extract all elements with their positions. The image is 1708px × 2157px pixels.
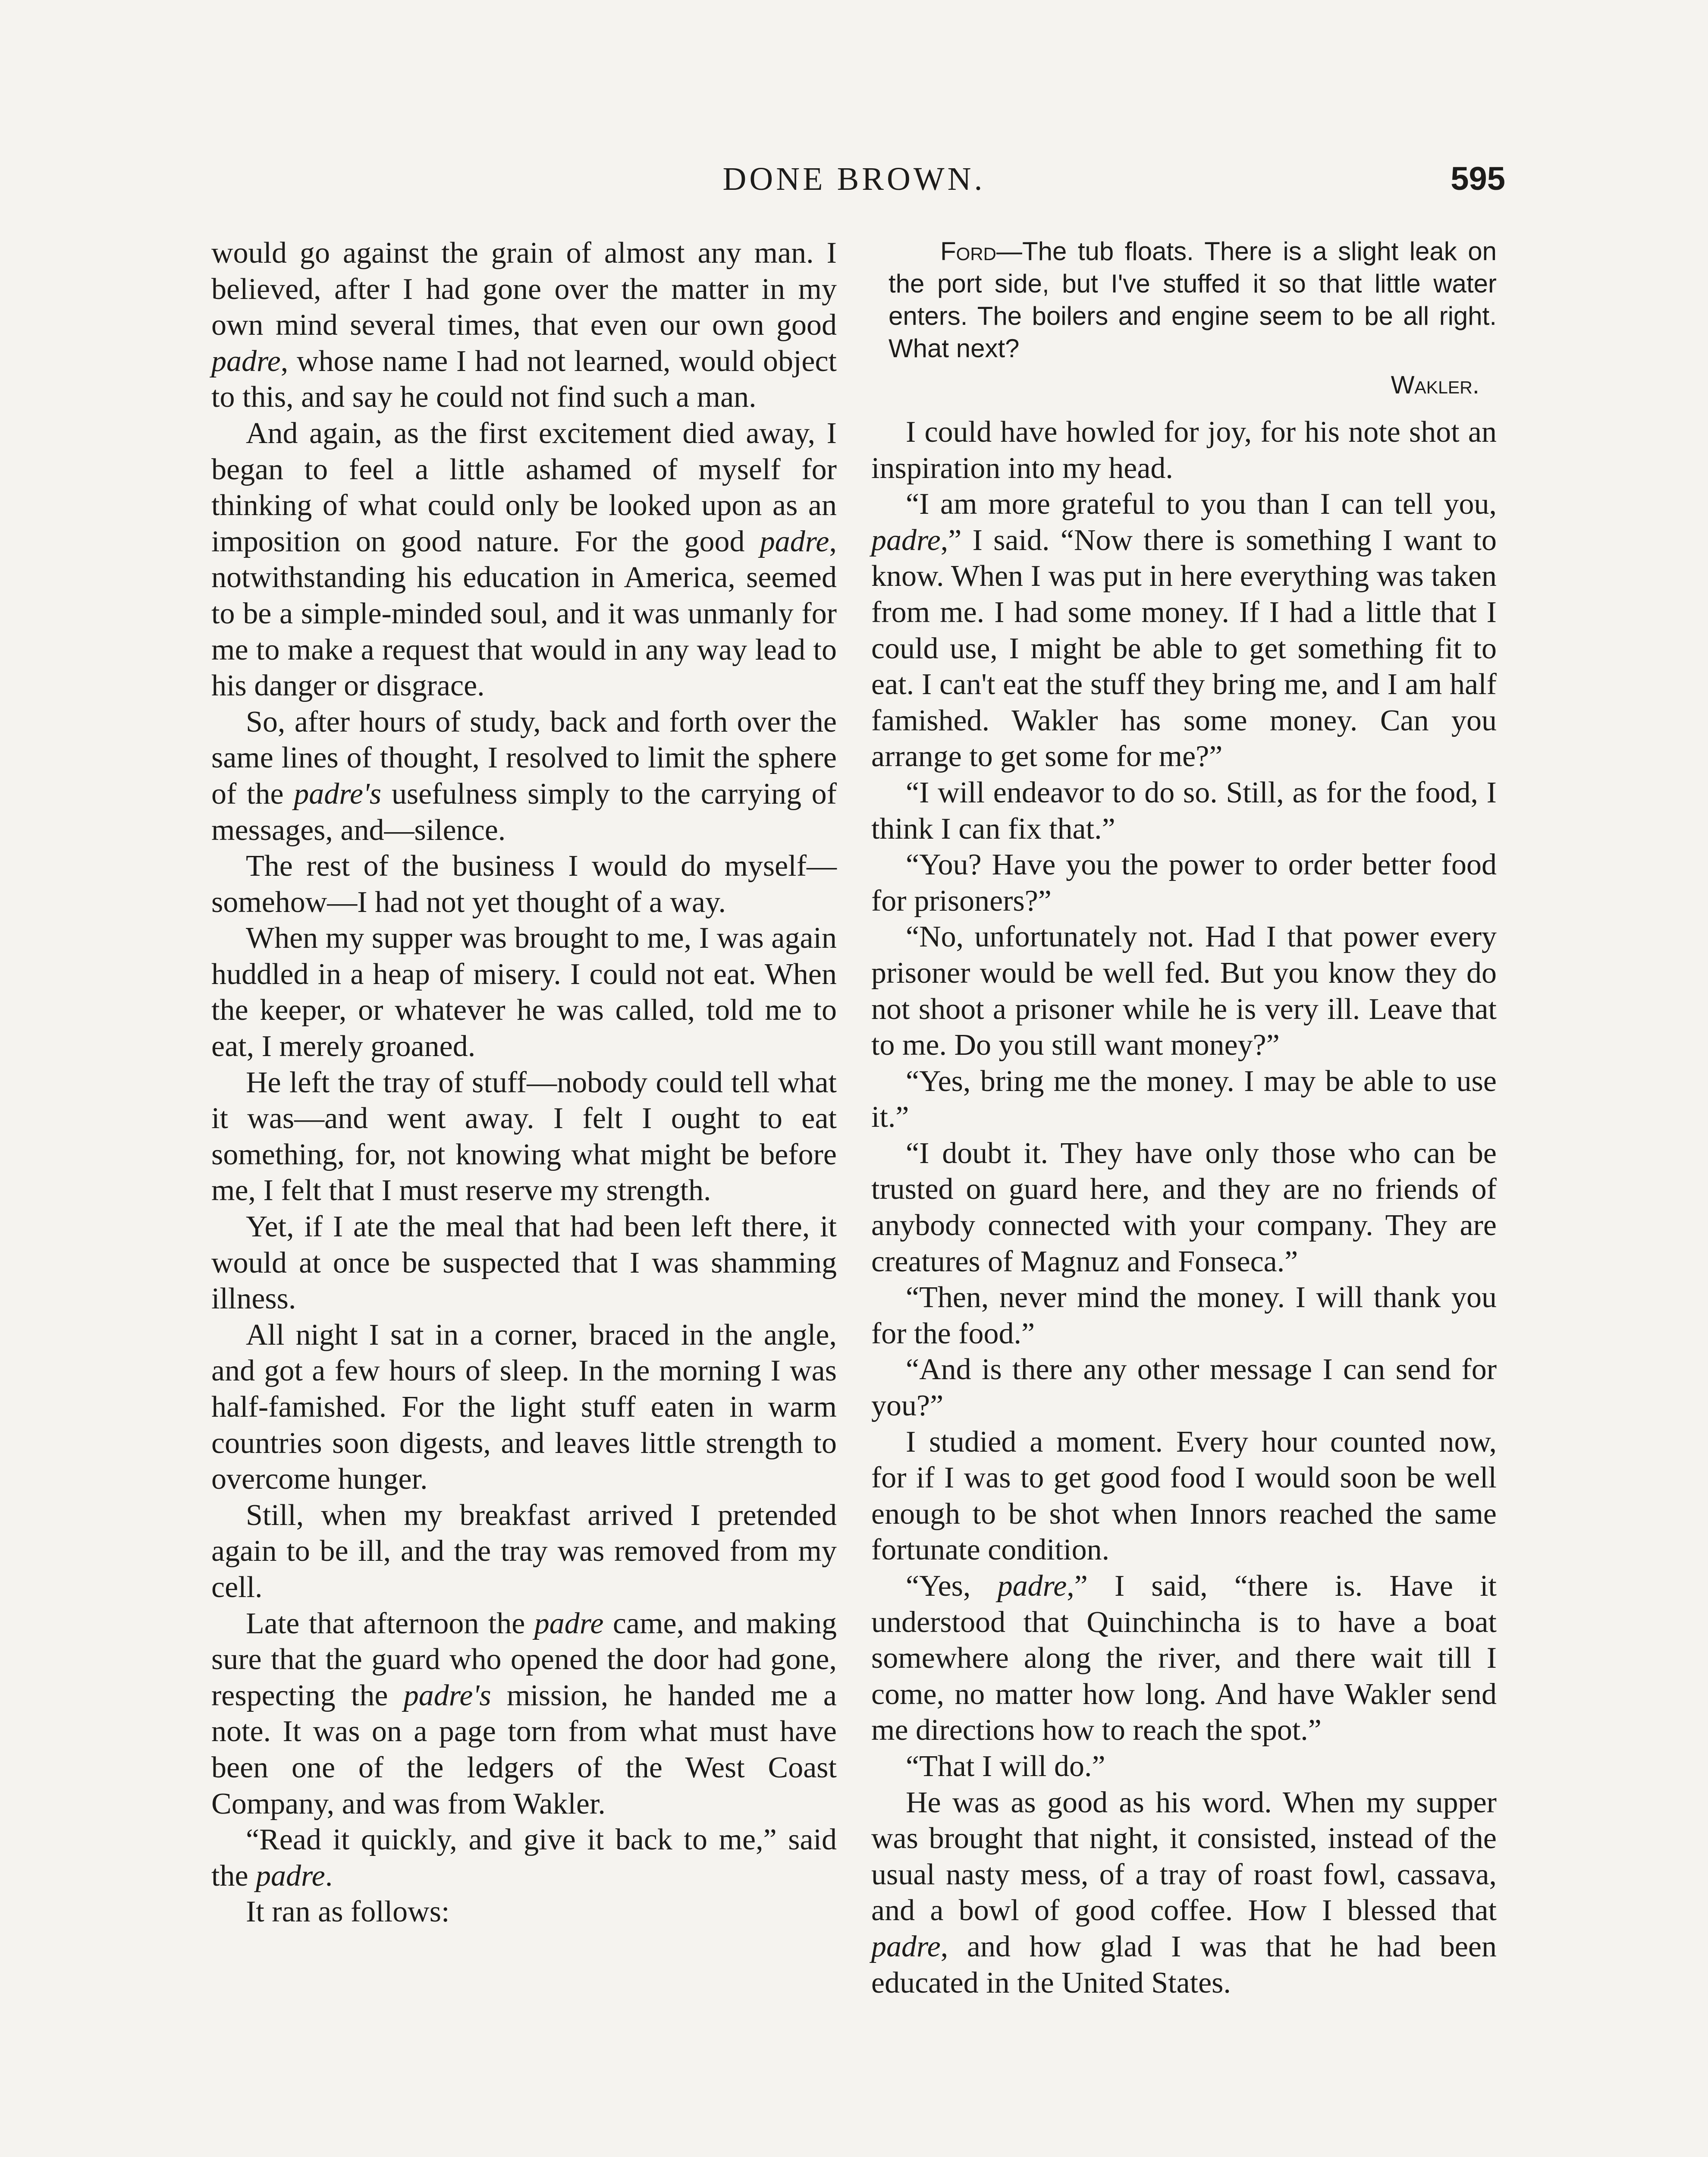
paragraph: Late that afternoon the padre came, and making sure that the guard who opened the door had gone, respecting the padre's mission, he handed me a note. It was on a page torn from what must have been one of the ledgers of the West Coast Company, and was from Wakler. [211, 1607, 837, 1821]
paragraph: “I will endeavor to do so. Still, as for the food, I think I can fix that.” [871, 776, 1497, 846]
paragraph: And again, as the first excitement died away, I began to feel a little ashamed of myself for thinking of what could only be looked upon as an imposition on good nature. For the good padre, notwithstanding his education in America, seemed to be a simple-minded soul, and it was unmanly for me to make a request that would in any way lead to his danger or disgrace. [211, 416, 837, 703]
quoted-note [871, 235, 1497, 401]
paragraph: “Read it quickly, and give it back to me,” said the padre. [211, 1823, 837, 1893]
paragraph: He left the tray of stuff—nobody could tell what it was—and went away. I felt I ought to eat something, for, not knowing what might be before me, I felt that I must reserve my strength. [211, 1066, 837, 1207]
paragraph: “I doubt it. They have only those who can be trusted on guard here, and they are no friends of anybody connected with your company. They are creatures of Magnuz and Fonseca.” [871, 1136, 1497, 1278]
paragraph: “No, unfortunately not. Had I that power every prisoner would be well fed. But you know they do not shoot a prisoner while he is very ill. Leave that to me. Do you still want money?” [871, 920, 1497, 1062]
paragraph: “Then, never mind the money. I will thank you for the food.” [871, 1281, 1497, 1350]
paragraph: Yet, if I ate the meal that had been left there, it would at once be suspected that I was shamming illness. [211, 1210, 837, 1316]
paragraph: He was as good as his word. When my supper was brought that night, it consisted, instead of the usual nasty mess, of a tray of roast fowl, cassava, and a bowl of good coffee. How I blessed that padre, and how glad I was that he had been educated in the United States. [871, 1786, 1497, 2000]
left-column [211, 235, 837, 1930]
paragraph: would go against the grain of almost any man. I believed, after I had gone over the matter in my own mind several times, that even our own good padre, whose name I had not learned, would object to this, and say he could not find such a man. [211, 236, 837, 414]
note-body [889, 235, 1497, 365]
paragraph: “I am more grateful to you than I can tell you, padre,” I said. “Now there is something I want to know. When I was put in here everything was taken from me. I had some money. If I had a little that I could use, I might be able to get something fit to eat. I can't eat the stuff they bring me, and I am half famished. Wakler has some money. Can you arrange to get some for me?” [871, 487, 1497, 774]
running-header [0, 155, 1708, 203]
page-number: 595 [1451, 160, 1505, 197]
paragraph: So, after hours of study, back and forth over the same lines of thought, I resolved to limit the sphere of the padre's usefulness simply to the carrying of messages, and—silence. [211, 705, 837, 847]
paragraph: All night I sat in a corner, braced in the angle, and got a few hours of sleep. In the morning I was half-famished. For the light stuff eaten in warm countries soon digests, and leaves little strength to overcome hunger. [211, 1318, 837, 1496]
note-text: —The tub floats. There is a slight leak on the port side, but I've stuffed it so that little water enters. The boilers and engine seem to be all right. What next? [889, 237, 1497, 363]
paragraph: “Yes, bring me the money. I may be able to use it.” [871, 1064, 1497, 1134]
paragraph: The rest of the business I would do myself—somehow—I had not yet thought of a way. [211, 849, 837, 919]
paragraph: When my supper was brought to me, I was again huddled in a heap of misery. I could not eat. When the keeper, or whatever he was called, told me to eat, I merely groaned. [211, 921, 837, 1063]
paragraph: I studied a moment. Every hour counted now, for if I was to get good food I would soon be well enough to be shot when Innors reached the same fortunate condition. [871, 1425, 1497, 1567]
note-signature: Wakler. [1391, 371, 1479, 399]
paragraph: “That I will do.” [906, 1749, 1105, 1783]
paragraph: I could have howled for joy, for his note shot an inspiration into my head. [871, 415, 1497, 485]
paragraph: “You? Have you the power to order better food for prisoners?” [871, 848, 1497, 918]
paragraph: Still, when my breakfast arrived I pretended again to be ill, and the tray was removed from my cell. [211, 1498, 837, 1604]
note-addressee: Ford [940, 237, 996, 266]
paragraph: It ran as follows: [246, 1895, 450, 1929]
running-title: DONE BROWN. [722, 161, 986, 197]
paragraph: “And is there any other message I can send for you?” [871, 1353, 1497, 1423]
paragraph: “Yes, padre,” I said, “there is. Have it understood that Quinchincha is to have a boat somewhere along the river, and there wait till I come, no matter how long. And have Wakler send me directions how to reach the spot.” [871, 1569, 1497, 1747]
right-column [871, 235, 1497, 2001]
